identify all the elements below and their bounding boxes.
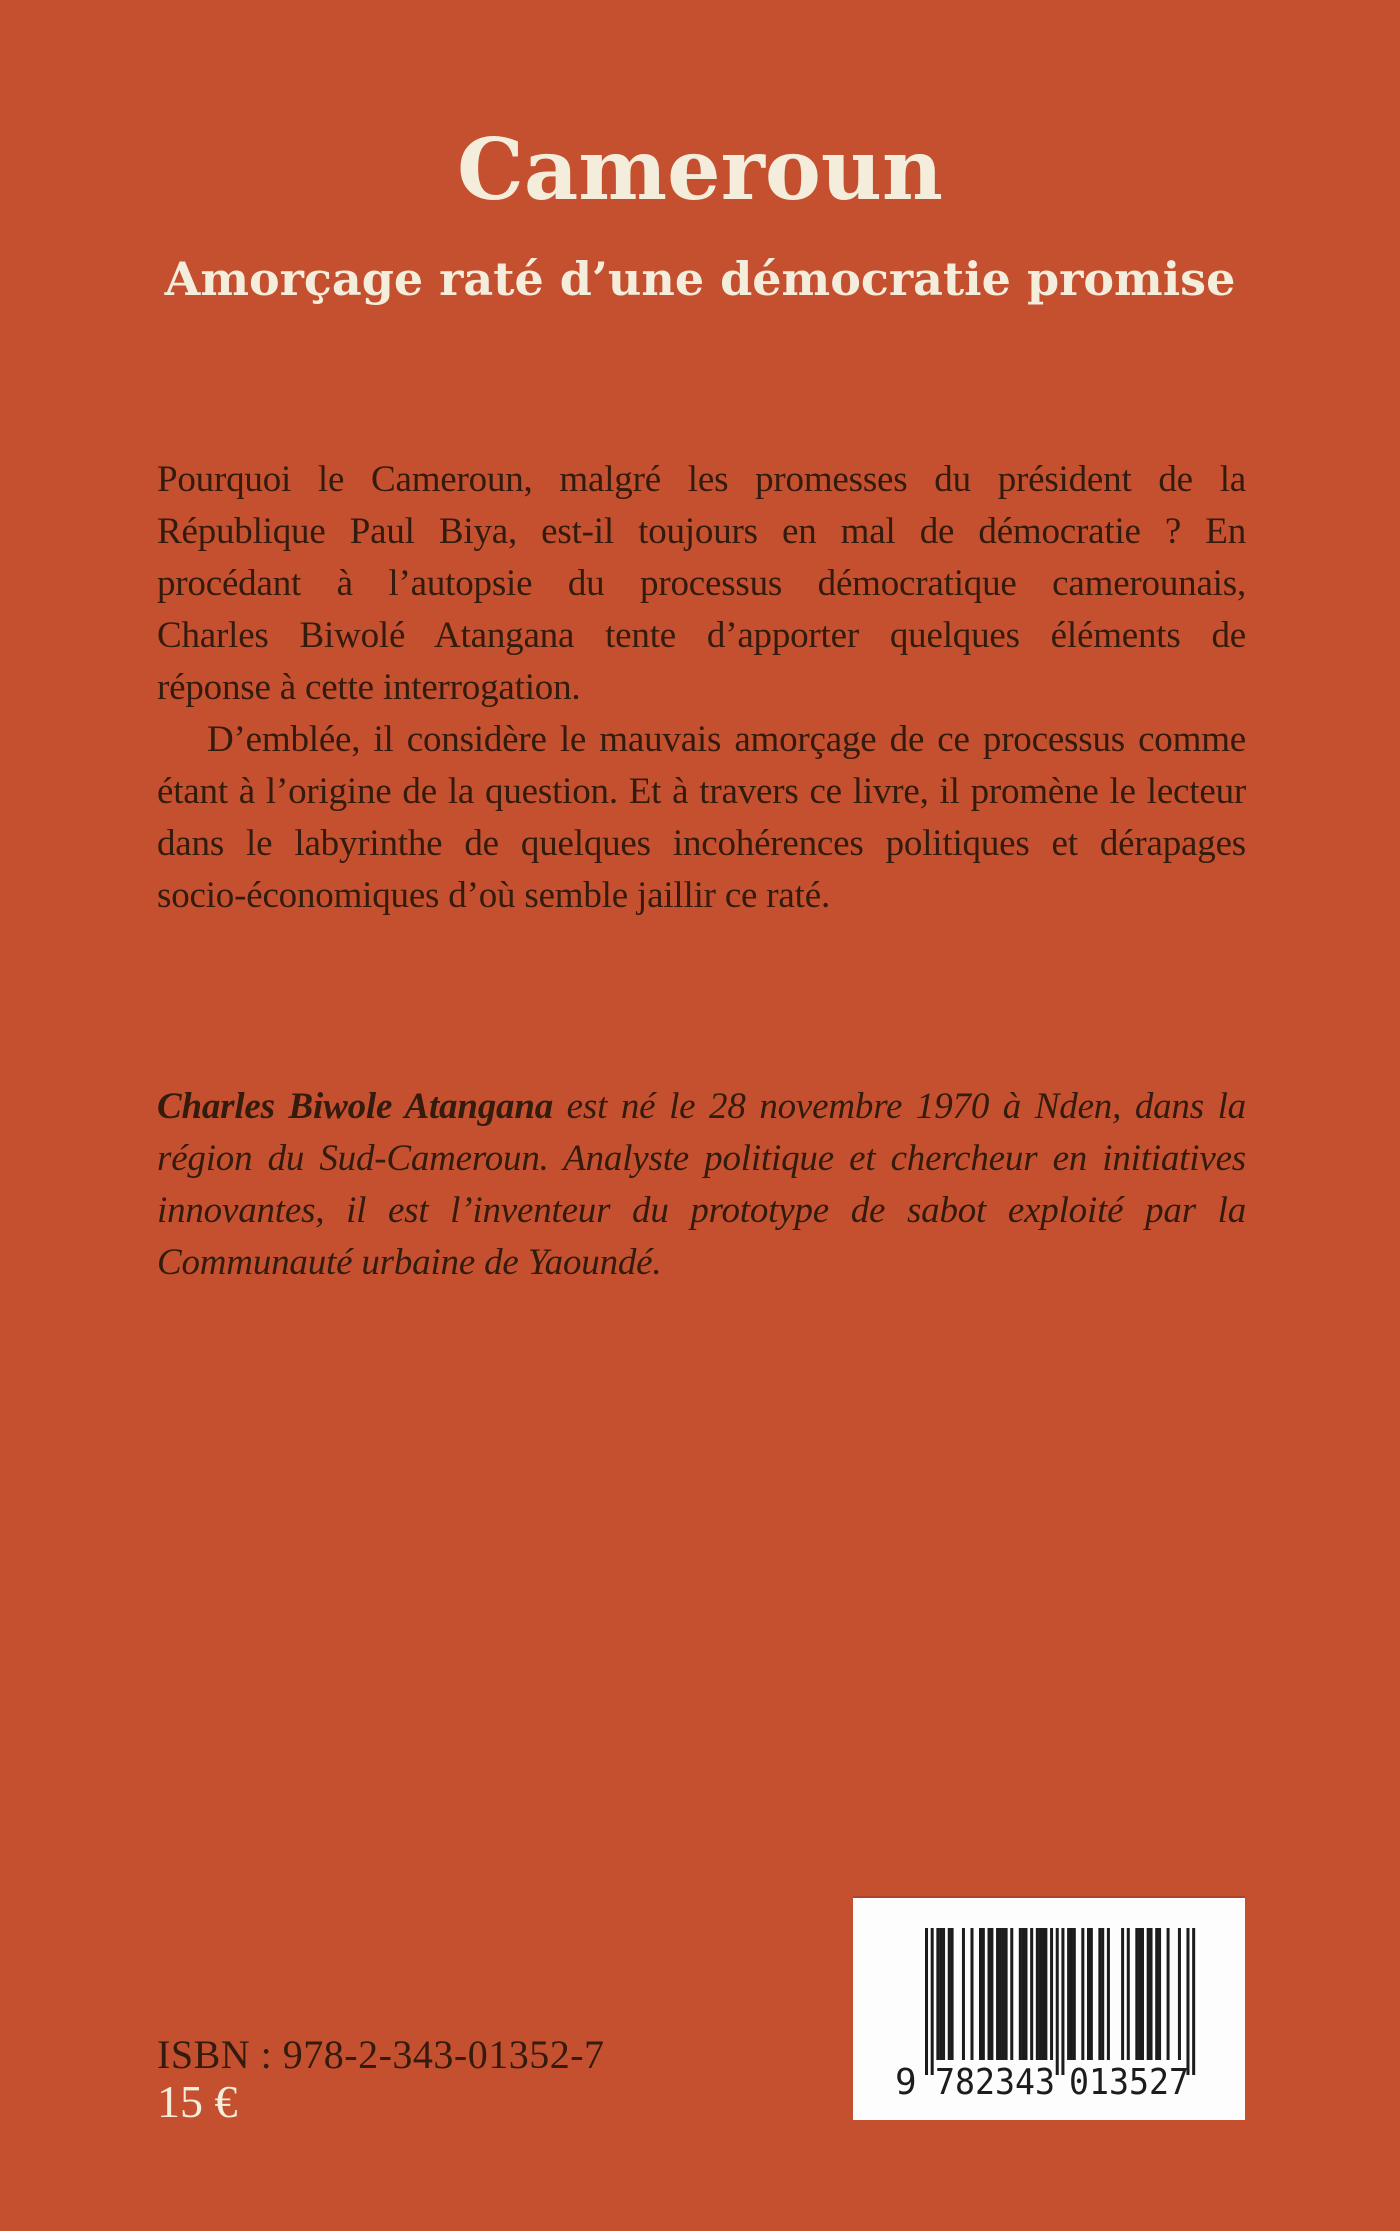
barcode-digits: 9 — [895, 2062, 917, 2103]
barcode-digits: 013527 — [1069, 2062, 1189, 2103]
barcode — [853, 1898, 1245, 2120]
text-line: étant à l’origine de la question. Et à travers ce livre, il promène le lecteur — [157, 771, 1246, 812]
bio-lines — [157, 1133, 1246, 1289]
text-line: D’emblée, il considère le mauvais amorçage de ce processus comme — [207, 719, 1246, 760]
text-line: dans le labyrinthe de quelques incohérences politiques et dérapages — [157, 823, 1246, 864]
text-line: socio-économiques d’où semble jaillir ce raté. — [157, 875, 831, 916]
text-line: procédant à l’autopsie du processus démocratique camerounais, — [157, 563, 1246, 604]
text-line: Charles Biwolé Atangana tente d’apporter quelques éléments de — [157, 615, 1246, 656]
barcode-digits: 782343 — [935, 2062, 1055, 2103]
text-line: Pourquoi le Cameroun, malgré les promesses du président de la — [157, 459, 1246, 500]
text-line: réponse à cette interrogation. — [157, 667, 581, 708]
synopsis — [157, 454, 1246, 922]
isbn-text: ISBN : 978-2-343-01352-7 — [157, 2032, 605, 2077]
text-line: région du Sud-Cameroun. Analyste politique et chercheur en initiatives — [157, 1138, 1246, 1179]
synopsis-paragraph-2 — [157, 714, 1246, 922]
author-bio — [157, 1081, 1246, 1289]
text-line: République Paul Biya, est-il toujours en mal de démocratie ? En — [157, 511, 1246, 552]
text-line: Communauté urbaine de Yaoundé. — [157, 1242, 662, 1283]
text-line: innovantes, il est l’inventeur du prototype de sabot exploité par la — [157, 1190, 1246, 1231]
bio-line1-rest: est né le 28 novembre 1970 à Nden, dans la — [553, 1086, 1246, 1127]
barcode-svg — [853, 1898, 1245, 2120]
synopsis-paragraph-1 — [157, 454, 1246, 714]
price-text: 15 € — [157, 2076, 238, 2127]
book-subtitle: Amorçage raté d’une démocratie promise — [164, 252, 1236, 306]
book-title: Cameroun — [456, 120, 944, 219]
author-name: Charles Biwole Atangana — [157, 1086, 553, 1127]
bio-line-1 — [157, 1081, 1246, 1133]
